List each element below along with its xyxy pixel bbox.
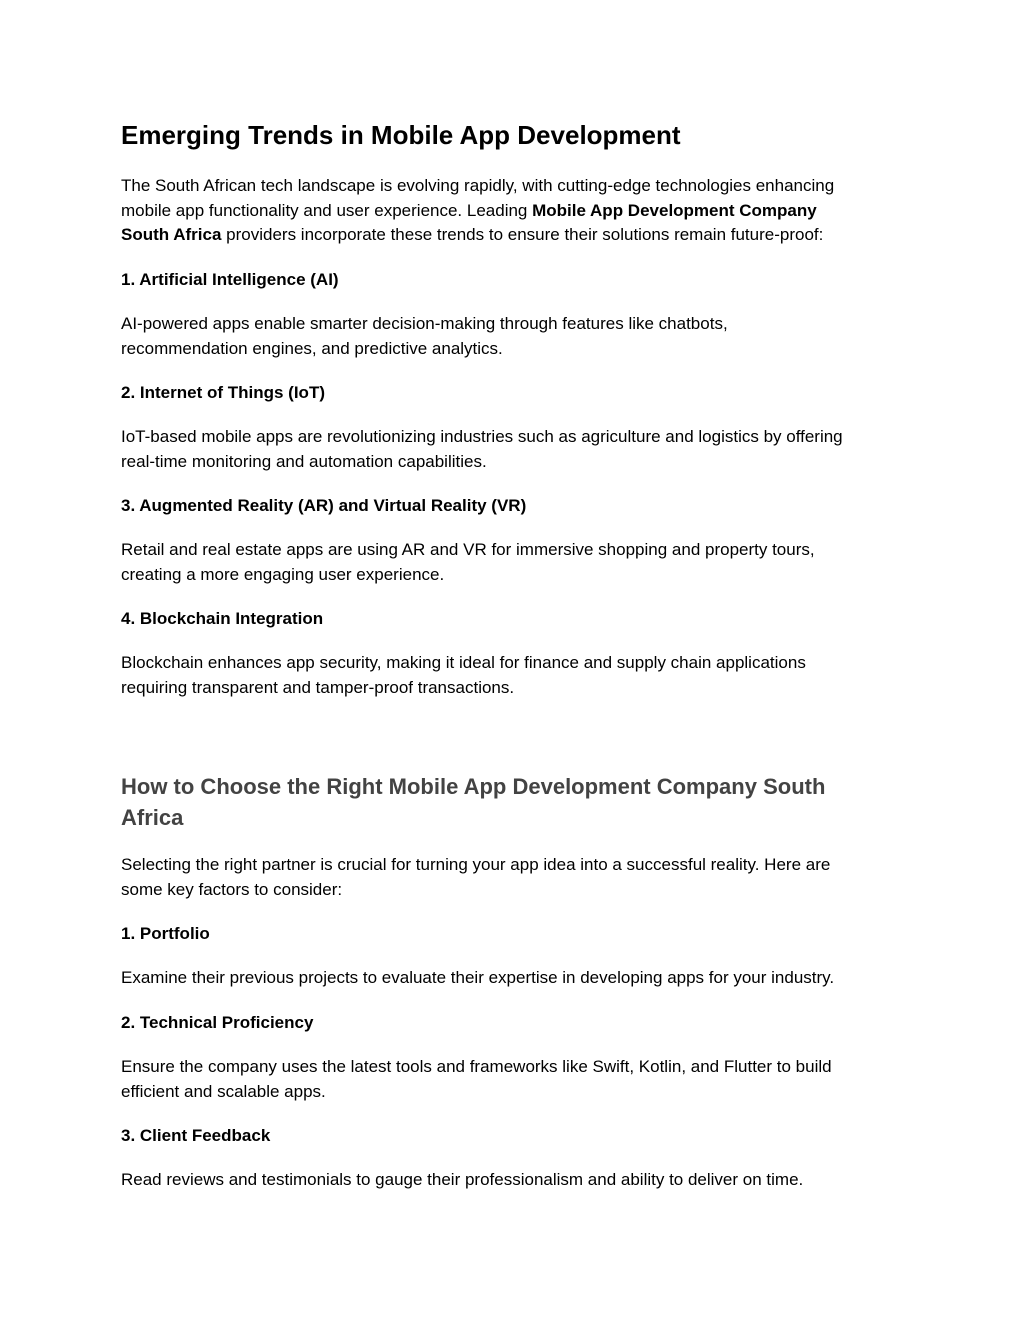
trend-paragraph-ai <box>121 312 911 361</box>
intro-line-3 <box>121 223 911 248</box>
section-title-how-to-choose <box>121 771 911 833</box>
factor-paragraph-technical <box>121 1055 911 1104</box>
trend-ai-line-1: AI-powered apps enable smarter decision-making through features like chatbots, <box>121 314 728 333</box>
trend-heading-iot: 2. Internet of Things (IoT) <box>121 383 325 402</box>
trend-iot-line-1: IoT-based mobile apps are revolutionizing industries such as agriculture and logistics by offering <box>121 427 843 446</box>
trend-heading-blockchain: 4. Blockchain Integration <box>121 609 324 628</box>
section2-intro-line-1: Selecting the right partner is crucial for turning your app idea into a successful reality. Here are <box>121 855 831 874</box>
factor-technical-line-1: Ensure the company uses the latest tools and frameworks like Swift, Kotlin, and Flutter to build <box>121 1057 832 1076</box>
section2-title-line-1: How to Choose the Right Mobile App Development Company South <box>121 774 826 799</box>
trend-ar-vr-line-1: Retail and real estate apps are using AR and VR for immersive shopping and property tours, <box>121 540 815 559</box>
trend-blockchain-line-2: requiring transparent and tamper-proof transactions. <box>121 677 515 697</box>
trend-ar-vr-line-2: creating a more engaging user experience. <box>121 564 445 584</box>
section2-intro-paragraph <box>121 853 911 902</box>
trend-heading-ai: 1. Artificial Intelligence (AI) <box>121 270 339 289</box>
factor-paragraph-client-feedback <box>121 1168 911 1193</box>
trend-paragraph-iot <box>121 425 911 474</box>
intro-paragraph <box>121 174 911 248</box>
factor-heading-client-feedback: 3. Client Feedback <box>121 1126 271 1145</box>
trend-paragraph-blockchain <box>121 651 911 700</box>
trend-iot-line-2: real-time monitoring and automation capabilities. <box>121 451 487 471</box>
section2-title-line-2: Africa <box>121 805 184 830</box>
factor-paragraph-portfolio <box>121 966 911 991</box>
trend-blockchain-line-1: Blockchain enhances app security, making it ideal for finance and supply chain applications <box>121 653 806 672</box>
intro-line-2 <box>121 199 911 224</box>
factor-heading-portfolio: 1. Portfolio <box>121 924 210 943</box>
intro-line-1: The South African tech landscape is evolving rapidly, with cutting-edge technologies enhancing <box>121 176 835 195</box>
section2-intro-line-2: some key factors to consider: <box>121 879 343 899</box>
factor-portfolio-line-1: Examine their previous projects to evaluate their expertise in developing apps for your industry. <box>121 968 835 987</box>
intro-bold-company: Mobile App Development Company <box>532 200 817 220</box>
intro-text-leading: mobile app functionality and user experience. Leading <box>121 200 533 220</box>
intro-bold-south-africa: South Africa <box>121 225 222 244</box>
intro-text-providers: providers incorporate these trends to ensure their solutions remain future-proof: <box>221 225 824 244</box>
factor-technical-line-2: efficient and scalable apps. <box>121 1081 326 1101</box>
factor-client-feedback-line-1: Read reviews and testimonials to gauge their professionalism and ability to deliver on time. <box>121 1170 804 1189</box>
section-title-emerging-trends: Emerging Trends in Mobile App Development <box>121 120 681 150</box>
factor-heading-technical: 2. Technical Proficiency <box>121 1013 314 1032</box>
trend-heading-ar-vr: 3. Augmented Reality (AR) and Virtual Reality (VR) <box>121 496 527 515</box>
trend-paragraph-ar-vr <box>121 538 911 587</box>
trend-ai-line-2: recommendation engines, and predictive analytics. <box>121 338 503 358</box>
